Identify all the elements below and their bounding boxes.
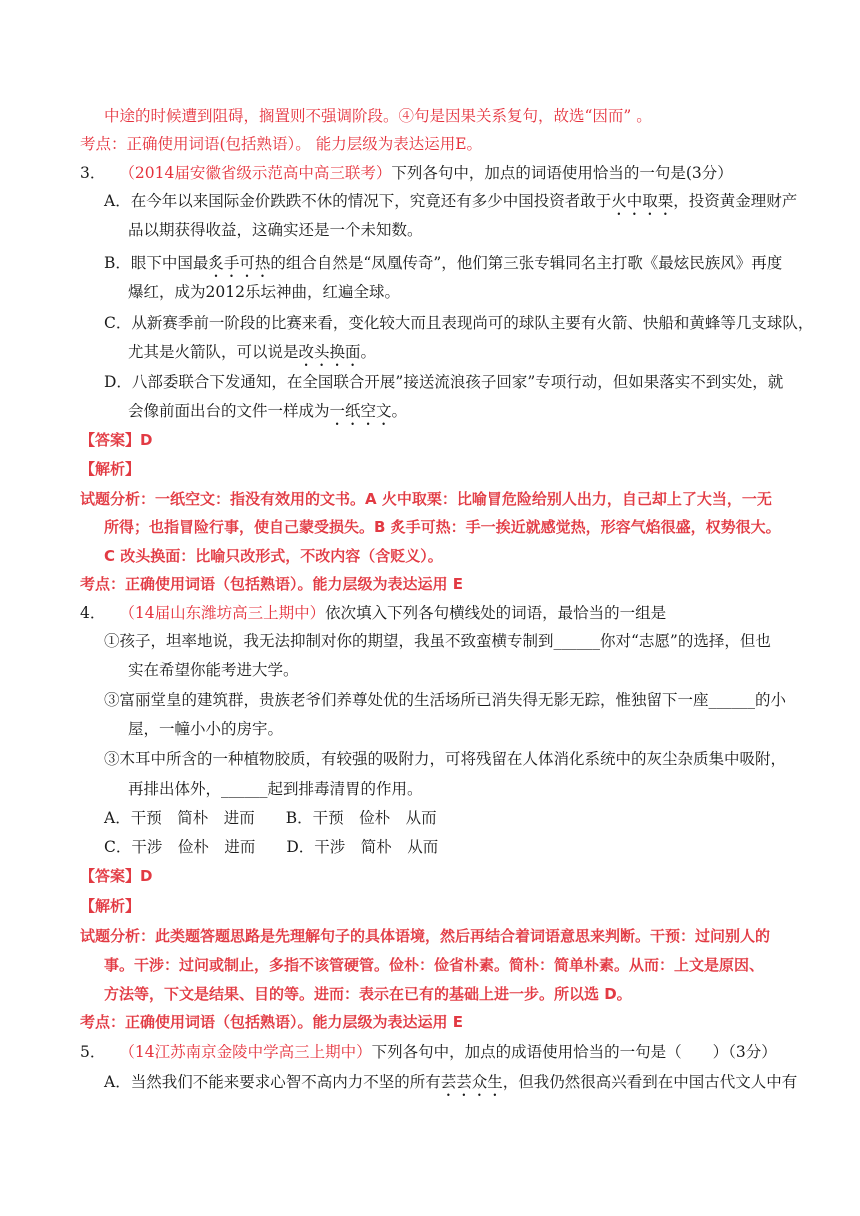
q4-exam-point: 考点：正确使用词语（包括熟语）。能力层级为表达运用 E	[80, 1013, 463, 1031]
q3-option-c-line2	[128, 342, 376, 370]
q4-answer	[80, 866, 152, 886]
text: ，投资黄金理财产	[673, 192, 798, 210]
text: 。	[360, 343, 377, 361]
q4-analysis-label: 【解析】	[80, 897, 141, 915]
q3-analysis-label: 【解析】	[80, 460, 141, 478]
text: 。	[391, 402, 408, 420]
question-source: （14江苏南京金陵中学高三上期中）	[119, 1043, 372, 1061]
question-stem: 下列各句中，加点的词语使用恰当的一句是(3分）	[391, 164, 733, 182]
q4-sentence-2-line2: 屋，一幢小小的房宇。	[128, 720, 284, 738]
question-stem: 依次填入下列各句横线处的词语，最恰当的一组是	[325, 604, 667, 622]
q4-sentence-3-line1: ③木耳中所含的一种植物胶质，有较强的吸附力，可将残留在人体消化系统中的灰尘杂质集中吸附，	[104, 750, 787, 768]
q3-option-d-line1: D．八部委联合下发通知，在全国联合开展”接送流浪孩子回家”专项行动，但如果落实不到实处，就	[104, 373, 784, 391]
answer-label: 【答案】	[80, 431, 141, 449]
q3-option-c-line1: C．从新赛季前一阶段的比赛来看，变化较大而且表现尚可的球队主要有火箭、快船和黄蜂等几支球队，	[104, 314, 814, 332]
q3-option-a-line1	[104, 191, 797, 219]
prev-exam-point: 考点：正确使用词语(包括熟语）。 能力层级为表达运用E。	[80, 135, 483, 153]
q3-option-b-line1	[104, 253, 782, 281]
q3-analysis-line1: 试题分析：一纸空文：指没有效用的文书。A 火中取栗：比喻冒危险给别人出力，自己却上了大当，一无	[80, 490, 772, 508]
dotted-idiom: 芸芸众生	[440, 1073, 503, 1091]
q3-analysis-line3: C 改头换面：比喻只改形式，不改内容（含贬义）。	[104, 547, 443, 565]
dotted-idiom: 改头换面	[298, 343, 361, 361]
question-stem: 下列各句中，加点的成语使用恰当的一句是（ ）（3分）	[371, 1043, 777, 1061]
dotted-idiom: 炙手可热	[208, 254, 271, 272]
answer-label: 【答案】	[80, 867, 141, 885]
text: 尤其是火箭队，可以说是	[128, 343, 299, 361]
q4-analysis-line2: 事。干涉：过问或制止，多指不该管硬管。俭朴：俭省朴素。简朴：简单朴素。从而：上文是原因、	[104, 956, 765, 974]
text: 会像前面出台的文件一样成为	[128, 402, 330, 420]
answer-value: D	[140, 431, 153, 449]
q3-option-a-line2: 品以期获得收益，这确实还是一个未知数。	[128, 221, 423, 239]
question-number: 4．	[80, 604, 106, 622]
prev-analysis-tail: 中途的时候遭到阻碍，搁置则不强调阶段。④句是因果关系复句，故选“因而” 。	[104, 107, 652, 125]
text: 的组合自然是“凤凰传奇”，他们第三张专辑同名主打歌《最炫民族风》再度	[270, 254, 783, 272]
question-number: 5．	[80, 1043, 106, 1061]
q4-sentence-3-line2: 再排出体外，______起到排毒清胃的作用。	[128, 780, 423, 798]
question-source: （14届山东潍坊高三上期中）	[119, 604, 326, 622]
q3-option-d-line2	[128, 401, 407, 429]
q3-option-b-line2: 爆红，成为2012乐坛神曲，红遍全球。	[128, 283, 400, 301]
q5-option-a-line1	[104, 1072, 797, 1100]
question-4-header	[80, 603, 666, 623]
dotted-idiom: 一纸空文	[329, 402, 392, 420]
q4-sentence-2-line1: ③富丽堂皇的建筑群，贵族老爷们养尊处优的生活场所已消失得无影无踪，惟独留下一座______的小	[104, 691, 787, 709]
q3-exam-point: 考点：正确使用词语（包括熟语）。能力层级为表达运用 E	[80, 575, 463, 593]
question-3-header	[80, 163, 733, 183]
q4-sentence-1-line2: 实在希望你能考进大学。	[128, 661, 299, 679]
q4-options-line2: C．干涉 俭朴 进而 D．干涉 简朴 从而	[104, 838, 439, 856]
q4-analysis-line1: 试题分析：此类题答题思路是先理解句子的具体语境，然后再结合着词语意思来判断。干预：过问别人的	[80, 927, 771, 945]
question-source: （2014届安徽省级示范高中高三联考）	[119, 164, 392, 182]
q3-analysis-line2: 所得；也指冒险行事，使自己蒙受损失。B 炙手可热：手一挨近就感觉热，形容气焰很盛，权势很大。	[104, 518, 781, 536]
q4-analysis-line3: 方法等，下文是结果、目的等。进而：表示在已有的基础上进一步。所以选 D。	[104, 985, 632, 1003]
answer-value: D	[140, 867, 153, 885]
text: A．当然我们不能来要求心智不高内力不坚的所有	[104, 1073, 441, 1091]
text: A．在今年以来国际金价跌跌不休的情况下，究竟还有多少中国投资者敢于	[104, 192, 612, 210]
q4-sentence-1-line1: ①孩子，坦率地说，我无法抑制对你的期望，我虽不致蛮横专制到______你对“志愿”的选择，但也	[104, 632, 771, 650]
question-5-header	[80, 1042, 777, 1062]
q3-answer	[80, 430, 152, 450]
question-number: 3．	[80, 164, 106, 182]
dotted-idiom: 火中取栗	[611, 192, 674, 210]
q4-options-line1: A．干预 简朴 进而 B．干预 俭朴 从而	[104, 809, 437, 827]
text: B．眼下中国最	[104, 254, 209, 272]
text: ，但我仍然很高兴看到在中国古代文人中有	[502, 1073, 798, 1091]
